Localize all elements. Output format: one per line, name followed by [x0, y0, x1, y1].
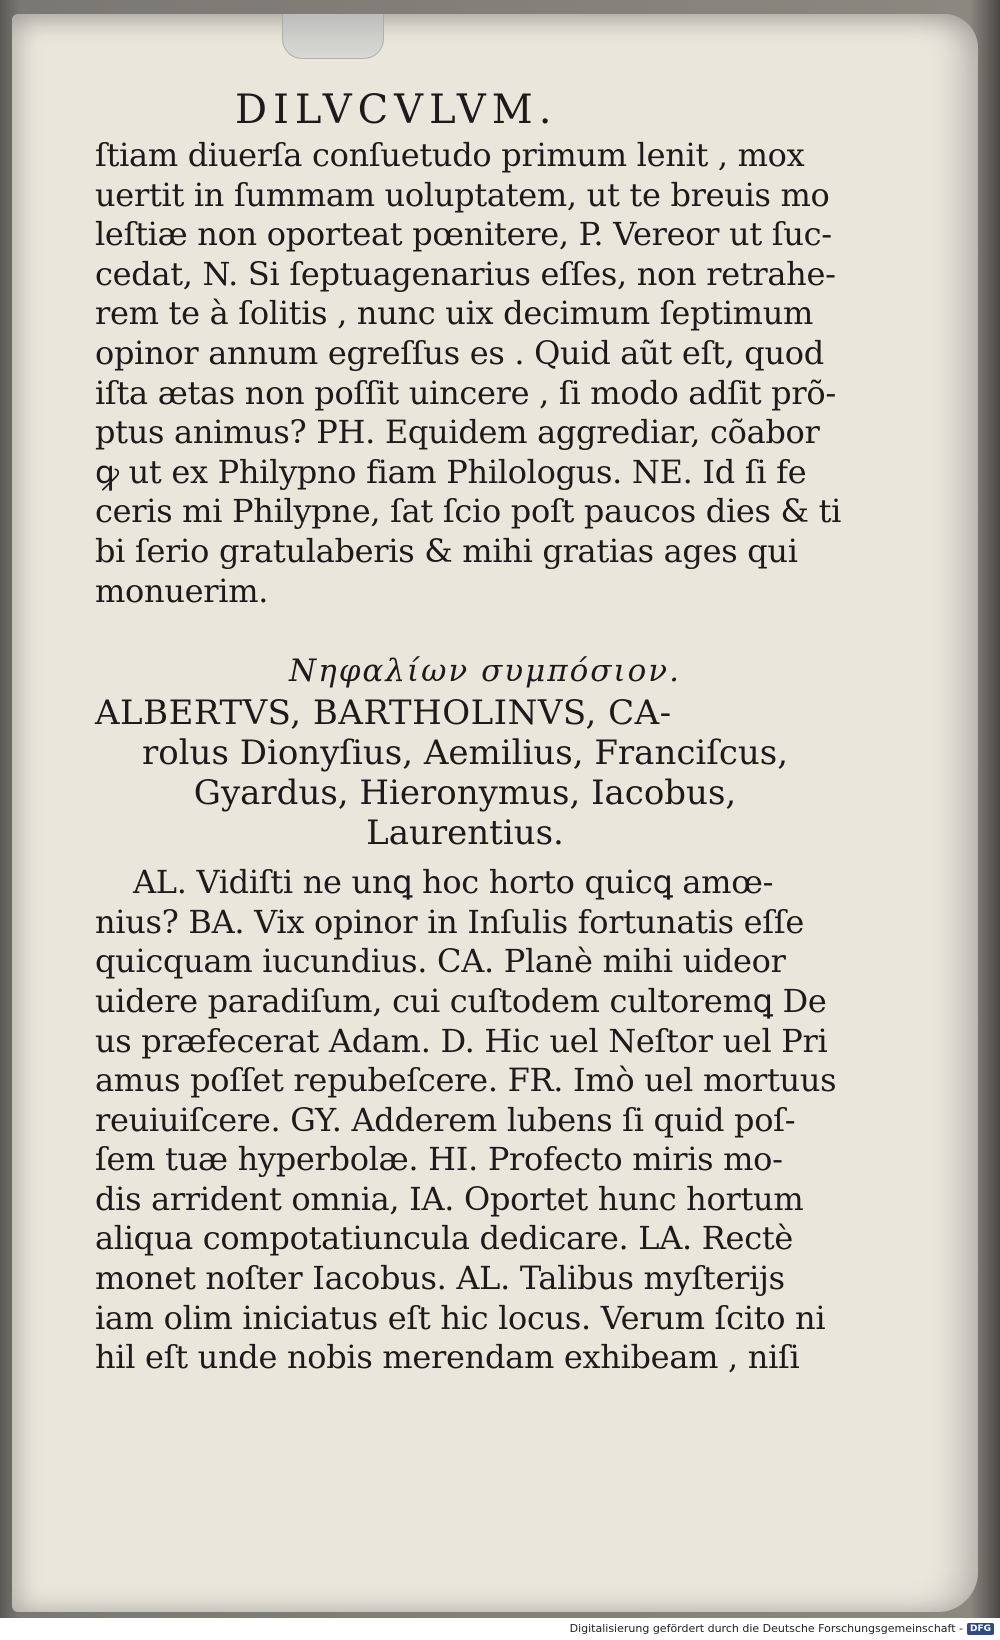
text-line: hil eſt unde nobis merendam exhibeam , niſi: [95, 1338, 800, 1377]
text-line: quicquam iucundius. CA. Planè mihi uideor: [95, 942, 786, 981]
speakers-line: ALBERTVS, BARTHOLINVS, CA-: [95, 693, 672, 734]
text-line: dis arrident omnia, IA. Oportet hunc hortum: [95, 1179, 804, 1218]
text-line: ꝙ ut ex Philypno fiam Philologus. NE. Id ſi fe: [95, 452, 807, 491]
text-line: uertit in ſummam uoluptatem, ut te breuis mo: [95, 175, 830, 214]
speakers-line: rolus Dionyſius, Aemilius, Franciſcus,: [141, 733, 789, 774]
text-line: monet noſter Iacobus. AL. Talibus myſterijs: [95, 1259, 785, 1298]
text-line: uidere paradiſum, cui cuſtodem cultoremꝗ De: [95, 981, 827, 1020]
text-line: monuerim.: [95, 571, 269, 610]
text-line: us præfecerat Adam. D. Hic uel Neſtor uel Pri: [95, 1021, 828, 1060]
digitization-footer: [0, 1618, 1000, 1640]
speakers-line: Laurentius.: [366, 813, 564, 854]
page-clip: [282, 14, 384, 59]
text-line: leſtiæ non oporteat pœnitere, P. Vereor ut ſuc-: [95, 215, 832, 254]
text-line: aliqua compotatiuncula dedicare. LA. Rectè: [95, 1219, 794, 1258]
text-line: cedat, N. Si ſeptuagenarius eſſes, non retrahe-: [95, 254, 836, 293]
page-text: [95, 87, 842, 1378]
speakers-line: Gyardus, Hieronymus, Iacobus,: [193, 773, 737, 814]
greek-title: Νηφαλίων συμπόσιον.: [289, 653, 681, 690]
text-line: amus poſſet repubeſcere. FR. Imò uel mortuus: [95, 1061, 837, 1100]
text-line: reuiuiſcere. GY. Adderem lubens ſi quid poſ-: [95, 1100, 796, 1139]
text-line: iſta ætas non poſſit uincere , ſi modo adſit prõ-: [95, 373, 836, 412]
text-line: iam olim iniciatus eſt hic locus. Verum ſcito ni: [95, 1298, 826, 1337]
text-line: opinor annum egreſſus es . Quid aũt eſt, quod: [95, 333, 824, 372]
running-head: DILVCVLVM.: [235, 87, 558, 133]
text-line: ceris mi Philypne, ſat ſcio poſt paucos dies & ti: [95, 492, 842, 531]
dialogue-paragraph: [95, 863, 835, 1378]
continuation-paragraph: [95, 136, 842, 611]
text-line: rem te à ſolitis , nunc uix decimum ſeptimum: [95, 294, 814, 333]
text-line: ſtiam diuerſa conſuetudo primum lenit , mox: [95, 136, 805, 174]
text-line: AL. Vidiſti ne unꝗ hoc horto quicꝗ amœ-: [133, 863, 774, 902]
text-line: bi ſerio gratulaberis & mihi gratias ages qui: [95, 531, 798, 570]
text-line: ſem tuæ hyperbolæ. HI. Profecto miris mo-: [95, 1140, 783, 1179]
dfg-logo-icon: DFG: [967, 1623, 994, 1635]
text-line: nius? BA. Vix opinor in Inſulis fortunatis eſſe: [95, 902, 804, 941]
footer-credit: Digitalisierung gefördert durch die Deutsche Forschungsgemeinschaft -: [569, 1622, 963, 1635]
text-line: ptus animus? PH. Equidem aggrediar, cõabor: [95, 413, 820, 452]
speakers-heading: [95, 693, 835, 853]
